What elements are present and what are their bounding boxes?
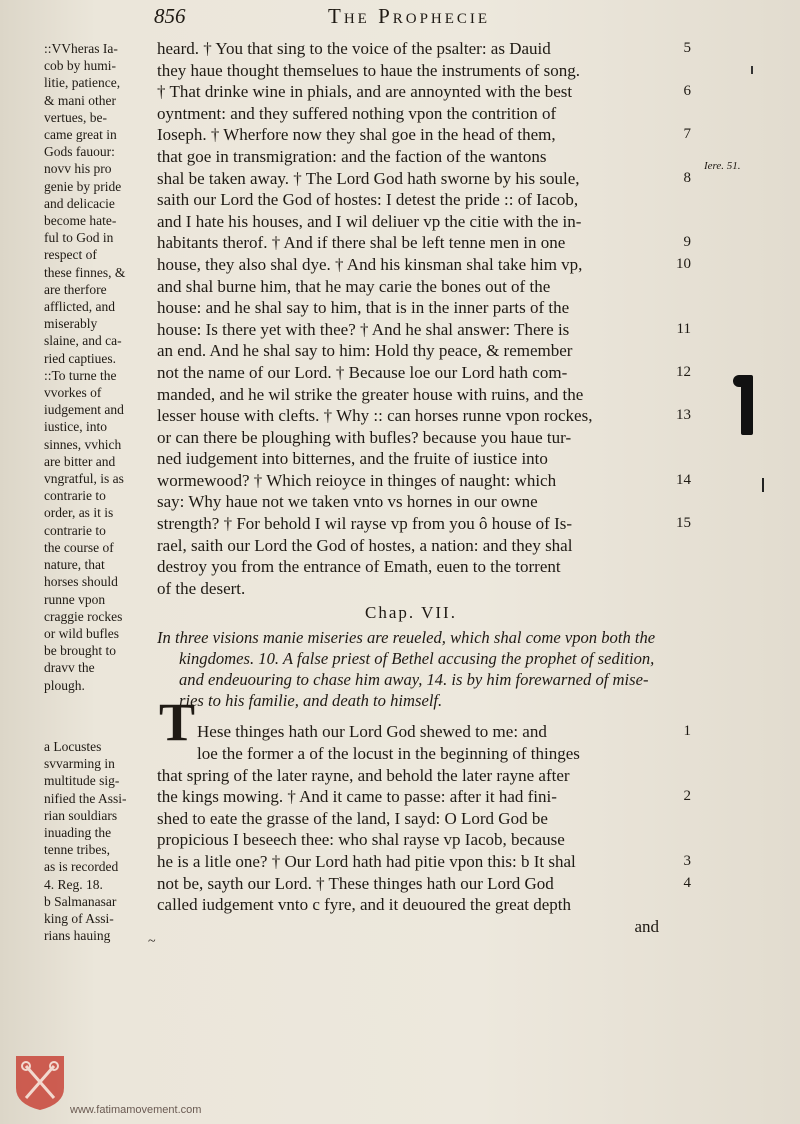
- line-text: strength? † For behold I wil rayse vp from you ô house of Is-: [157, 514, 573, 534]
- line-text: not be, sayth our Lord. † These thinges hath our Lord God: [157, 873, 554, 893]
- line-text: an end. And he shal say to him: Hold thy peace, & remember: [157, 341, 573, 361]
- line-text: Hese thinges hath our Lord God shewed to me: and: [197, 722, 547, 742]
- verse-number: 10: [676, 255, 691, 272]
- line-text: destroy you from the entrance of Emath, euen to the torrent: [157, 557, 561, 577]
- text-line: [157, 765, 705, 787]
- verse-number: 7: [683, 126, 691, 143]
- text-line: [157, 786, 705, 808]
- verse-number: 2: [683, 788, 691, 805]
- line-text: saith our Lord the God of hostes: I detest the pride :: of Iacob,: [157, 190, 579, 210]
- page-title: The Prophecie: [328, 4, 491, 28]
- line-text: shal be taken away. † The Lord God hath sworne by his soule,: [157, 168, 580, 188]
- summary-line: In three visions manie miseries are reueled, which shal come vpon both the: [157, 628, 656, 648]
- margin-tick: [751, 66, 753, 74]
- running-head: [150, 4, 710, 34]
- line-text: habitants therof. † And if there shal be left tenne men in one: [157, 233, 566, 253]
- chapter-heading: Chap. VII.: [365, 603, 457, 623]
- line-text: not the name of our Lord. † Because loe our Lord hath com-: [157, 362, 568, 382]
- line-text: † That drinke wine in phials, and are annoynted with the best: [157, 82, 573, 102]
- summary-line: ries to his familie, and death to himself.: [179, 691, 443, 711]
- chapter-summary: [157, 627, 705, 711]
- text-line: [157, 319, 705, 341]
- body-block-b: [157, 721, 705, 915]
- summary-line: and endeuouring to chase him away, 14. is by him forewarned of mise-: [179, 670, 649, 690]
- line-text: say: Why haue not we taken vnto vs hornes in our owne: [157, 492, 538, 512]
- verse-number: 13: [676, 407, 691, 424]
- margin-note: a Locustes svvarming in multitude sig- nified the Assi- rian souldiars inuading the tenne tribes, as is recorded 4. Reg. 18. b Salmanasar king of Assi- rians hauing: [44, 739, 127, 944]
- margin-tick: [762, 478, 764, 492]
- text-line: [157, 38, 705, 60]
- line-text: that spring of the later rayne, and behold the later rayne after: [157, 765, 570, 785]
- watermark-url[interactable]: www.fatimamovement.com: [70, 1104, 202, 1116]
- verse-number: 1: [683, 723, 691, 740]
- text-line: [157, 470, 705, 492]
- bracket-mark: [741, 375, 753, 435]
- verse-number: 12: [676, 363, 691, 380]
- text-line: [157, 491, 705, 513]
- text-line: [157, 743, 705, 765]
- dropcap: T: [159, 692, 196, 752]
- verse-number: 15: [676, 515, 691, 532]
- verse-number: 6: [683, 83, 691, 100]
- text-line: [157, 103, 705, 125]
- text-line: [157, 124, 705, 146]
- line-text: rael, saith our Lord the God of hostes, a nation: and they shal: [157, 535, 573, 555]
- text-line: [157, 146, 705, 168]
- left-margin-notes: [44, 40, 156, 944]
- line-text: propicious I beseech thee: who shal rayse vp Iacob, because: [157, 830, 565, 850]
- text-line: [157, 427, 705, 449]
- text-line: [157, 340, 705, 362]
- text-line: [157, 60, 705, 82]
- text-line: [157, 405, 705, 427]
- line-text: loe the former a of the locust in the beginning of thinges: [197, 744, 580, 764]
- text-line: [157, 254, 705, 276]
- text-line: [157, 578, 705, 600]
- line-text: he is a litle one? † Our Lord hath had pitie vpon this: b It shal: [157, 852, 576, 871]
- text-line: [157, 873, 705, 895]
- text-line: [157, 168, 705, 190]
- verse-number: 8: [683, 169, 691, 186]
- line-text: shed to eate the grasse of the land, I sayd: O Lord God be: [157, 808, 548, 828]
- text-line: [157, 808, 705, 830]
- line-text: manded, and he wil strike the greater house with ruins, and the: [157, 384, 584, 404]
- line-text: the kings mowing. † And it came to passe: after it had fini-: [157, 787, 557, 807]
- line-text: lesser house with clefts. † Why :: can horses runne vpon rockes,: [157, 406, 593, 426]
- text-line: [157, 211, 705, 233]
- text-line: [157, 384, 705, 406]
- text-line: [157, 556, 705, 578]
- body-text: [157, 38, 705, 937]
- line-text: wormewood? † Which reioyce in thinges of naught: which: [157, 470, 557, 490]
- margin-note: ::VVheras Ia- cob by humi- litie, patience, & mani other vertues, be- came great in Gods fauour: novv his pro genie by pride and delicacie become hate- ful to God in respect of these finnes, & are therfore afflicted, and miserably slaine, and ca- ried captiues. ::To turne the vvorkes of iudgement and iustice, into sinnes, vvhich are bitter and vngratful, is as contrarie to order, as it is contrarie to the course of nature, that horses should runne vpon craggie rockes or wild bufles be brought to dravv the plough.: [44, 41, 126, 693]
- body-block-a: [157, 38, 705, 599]
- verse-number: 3: [683, 853, 691, 869]
- catchword: and: [634, 916, 659, 936]
- verse-number: 14: [676, 471, 691, 488]
- line-text: ned iudgement into bitternes, and the fruite of iustice into: [157, 449, 548, 469]
- verse-number: 9: [683, 234, 691, 251]
- verse-number: 4: [683, 874, 691, 891]
- line-text: house: Is there yet with thee? † And he shal answer: There is: [157, 319, 570, 339]
- line-text: house, they also shal dye. † And his kinsman shal take him vp,: [157, 254, 583, 274]
- line-text: house: and he shal say to him, that is in the inner parts of the: [157, 298, 570, 318]
- text-line: [157, 513, 705, 535]
- text-line: [157, 894, 705, 916]
- line-text: of the desert.: [157, 578, 246, 598]
- line-text: they haue thought themselues to haue the instruments of song.: [157, 60, 581, 80]
- text-line: [157, 721, 705, 743]
- text-line: [157, 297, 705, 319]
- dash-mark: ~: [148, 934, 156, 949]
- text-line: [157, 851, 705, 873]
- line-text: and shal burne him, that he may carie the bones out of the: [157, 276, 551, 296]
- line-text: that goe in transmigration: and the faction of the wantons: [157, 146, 547, 166]
- line-text: and I hate his houses, and I wil deliuer vp the citie with the in-: [157, 211, 582, 231]
- cross-reference: Iere. 51.: [704, 160, 741, 172]
- text-line: [157, 829, 705, 851]
- text-line: [157, 535, 705, 557]
- page-number: 856: [154, 4, 186, 28]
- line-text: heard. † You that sing to the voice of the psalter: as Dauid: [157, 39, 551, 58]
- text-line: [157, 448, 705, 470]
- papal-keys-icon: [14, 1054, 66, 1112]
- verse-number: 5: [683, 40, 691, 56]
- line-text: or can there be ploughing with bufles? because you haue tur-: [157, 427, 572, 447]
- line-text: called iudgement vnto c fyre, and it deuoured the great depth: [157, 895, 571, 915]
- text-line: [157, 362, 705, 384]
- text-line: [157, 81, 705, 103]
- line-text: oyntment: and they suffered nothing vpon the contrition of: [157, 103, 557, 123]
- verse-number: 11: [676, 320, 691, 337]
- text-line: [157, 189, 705, 211]
- line-text: Ioseph. † Wherfore now they shal goe in the head of them,: [157, 125, 556, 145]
- text-line: [157, 276, 705, 298]
- text-line: [157, 232, 705, 254]
- summary-line: kingdomes. 10. A false priest of Bethel accusing the prophet of sedition,: [179, 649, 655, 669]
